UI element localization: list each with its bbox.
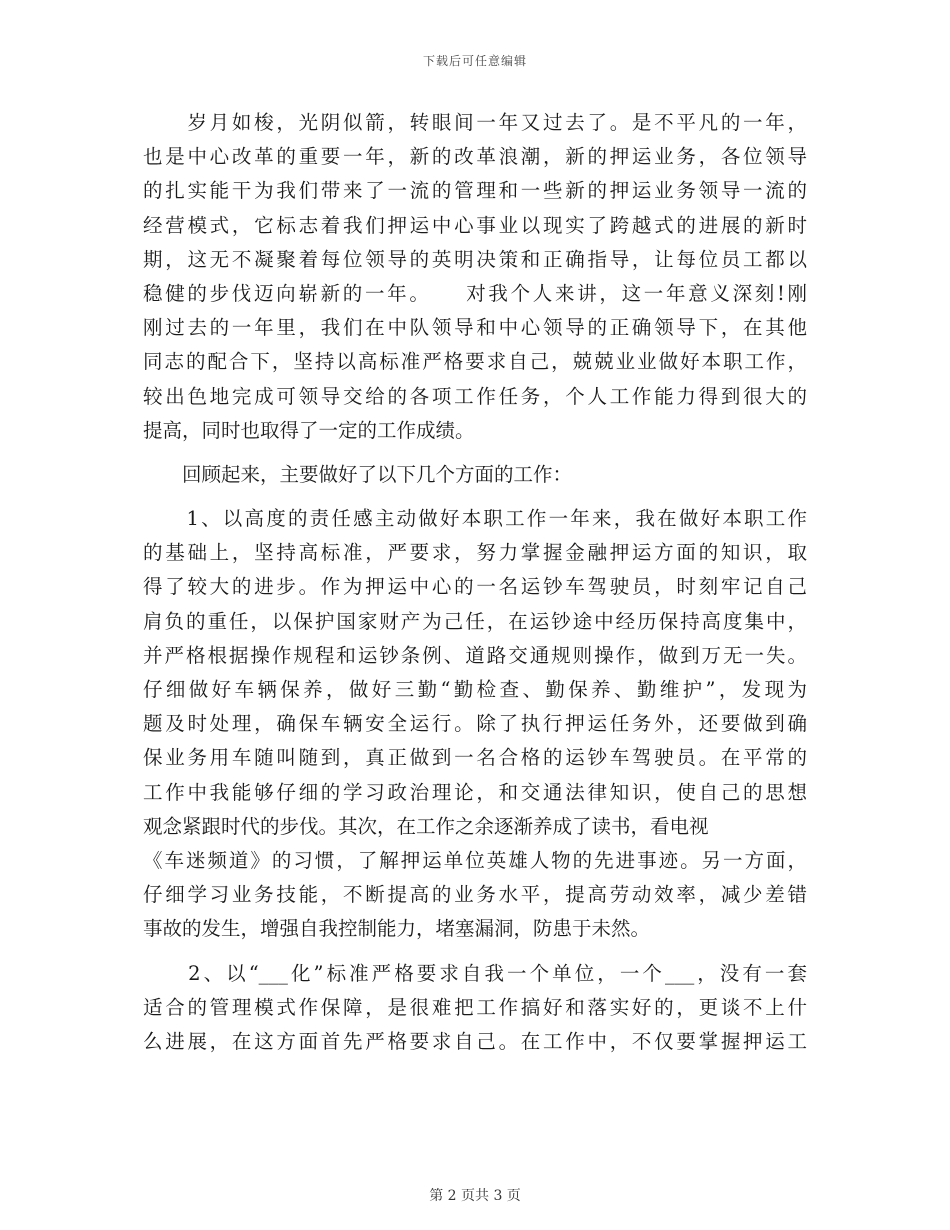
text-line: 期，这无不凝聚着每位领导的英明决策和正确指导，让每位员工都以 bbox=[143, 247, 807, 271]
text-line: 仔细做好车辆保养，做好三勤“勤检查、勤保养、勤维护”，发现为 bbox=[143, 678, 807, 701]
document-body bbox=[143, 106, 807, 1059]
text-line: 2、以“___化”标准严格要求自我一个单位，一个___，没有一套 bbox=[143, 961, 807, 985]
paragraph-review bbox=[143, 458, 807, 492]
text-line: 提高，同时也取得了一定的工作成绩。 bbox=[143, 418, 475, 442]
text-line: 观念紧跟时代的步伐。其次，在工作之余逐渐养成了读书，看电视 bbox=[143, 814, 709, 838]
text-line: 较出色地完成可领导交给的各项工作任务，个人工作能力得到很大的 bbox=[143, 384, 807, 408]
text-line: 仔细学习业务技能，不断提高的业务水平，提高劳动效率，减少差错 bbox=[143, 883, 807, 907]
text-line: 《车迷频道》的习惯，了解押运单位英雄人物的先进事迹。另一方面， bbox=[143, 848, 807, 872]
text-line: 保业务用车随叫随到，真正做到一名合格的运钞车驾驶员。在平常的 bbox=[143, 746, 807, 770]
text-line: 工作中我能够仔细的学习政治理论，和交通法律知识，使自己的思想 bbox=[143, 780, 807, 804]
text-line: 题及时处理，确保车辆安全运行。除了执行押运任务外，还要做到确 bbox=[143, 712, 807, 736]
text-line: 得了较大的进步。作为押运中心的一名运钞车驾驶员，时刻牢记自己 bbox=[143, 575, 807, 599]
page-header: 下载后可任意编辑 bbox=[422, 54, 527, 68]
text-line: 适合的管理模式作保障，是很难把工作搞好和落实好的，更谈不上什 bbox=[143, 995, 807, 1019]
text-line: 经营模式，它标志着我们押运中心事业以现实了跨越式的进展的新时 bbox=[143, 213, 807, 237]
text-line: 1、以高度的责任感主动做好本职工作一年来，我在做好本职工作 bbox=[143, 507, 807, 531]
text-line: 回顾起来，主要做好了以下几个方面的工作： bbox=[143, 462, 573, 486]
page-footer: 第 2 页共 3 页 bbox=[429, 1188, 521, 1204]
text-line: 并严格根据操作规程和运钞条例、道路交通规则操作，做到万无一失。 bbox=[143, 643, 807, 667]
text-line: 也是中心改革的重要一年，新的改革浪潮，新的押运业务，各位领导 bbox=[143, 145, 807, 169]
text-line: 刚过去的一年里，我们在中队领导和中心领导的正确领导下，在其他 bbox=[143, 316, 807, 340]
paragraph-item-2 bbox=[143, 957, 807, 1060]
text-line: 岁月如梭，光阴似箭，转眼间一年又过去了。是不平凡的一年， bbox=[143, 111, 807, 134]
text-line: 事故的发生，增强自我控制能力，堵塞漏洞，防患于未然。 bbox=[143, 917, 651, 941]
text-line: 稳健的步伐迈向崭新的一年。 对我个人来讲，这一年意义深刻!刚 bbox=[143, 281, 807, 305]
text-line: 么进展，在这方面首先严格要求自己。在工作中，不仅要掌握押运工 bbox=[143, 1029, 807, 1053]
paragraph-intro bbox=[143, 106, 807, 448]
text-line: 的基础上，坚持高标准，严要求，努力掌握金融押运方面的知识，取 bbox=[143, 541, 807, 565]
text-line: 同志的配合下，坚持以高标准严格要求自己，兢兢业业做好本职工作， bbox=[143, 350, 807, 374]
text-line: 肩负的重任，以保护国家财产为己任，在运钞途中经历保持高度集中， bbox=[143, 609, 807, 633]
paragraph-item-1 bbox=[143, 502, 807, 946]
text-line: 的扎实能干为我们带来了一流的管理和一些新的押运业务领导一流的 bbox=[143, 179, 807, 203]
